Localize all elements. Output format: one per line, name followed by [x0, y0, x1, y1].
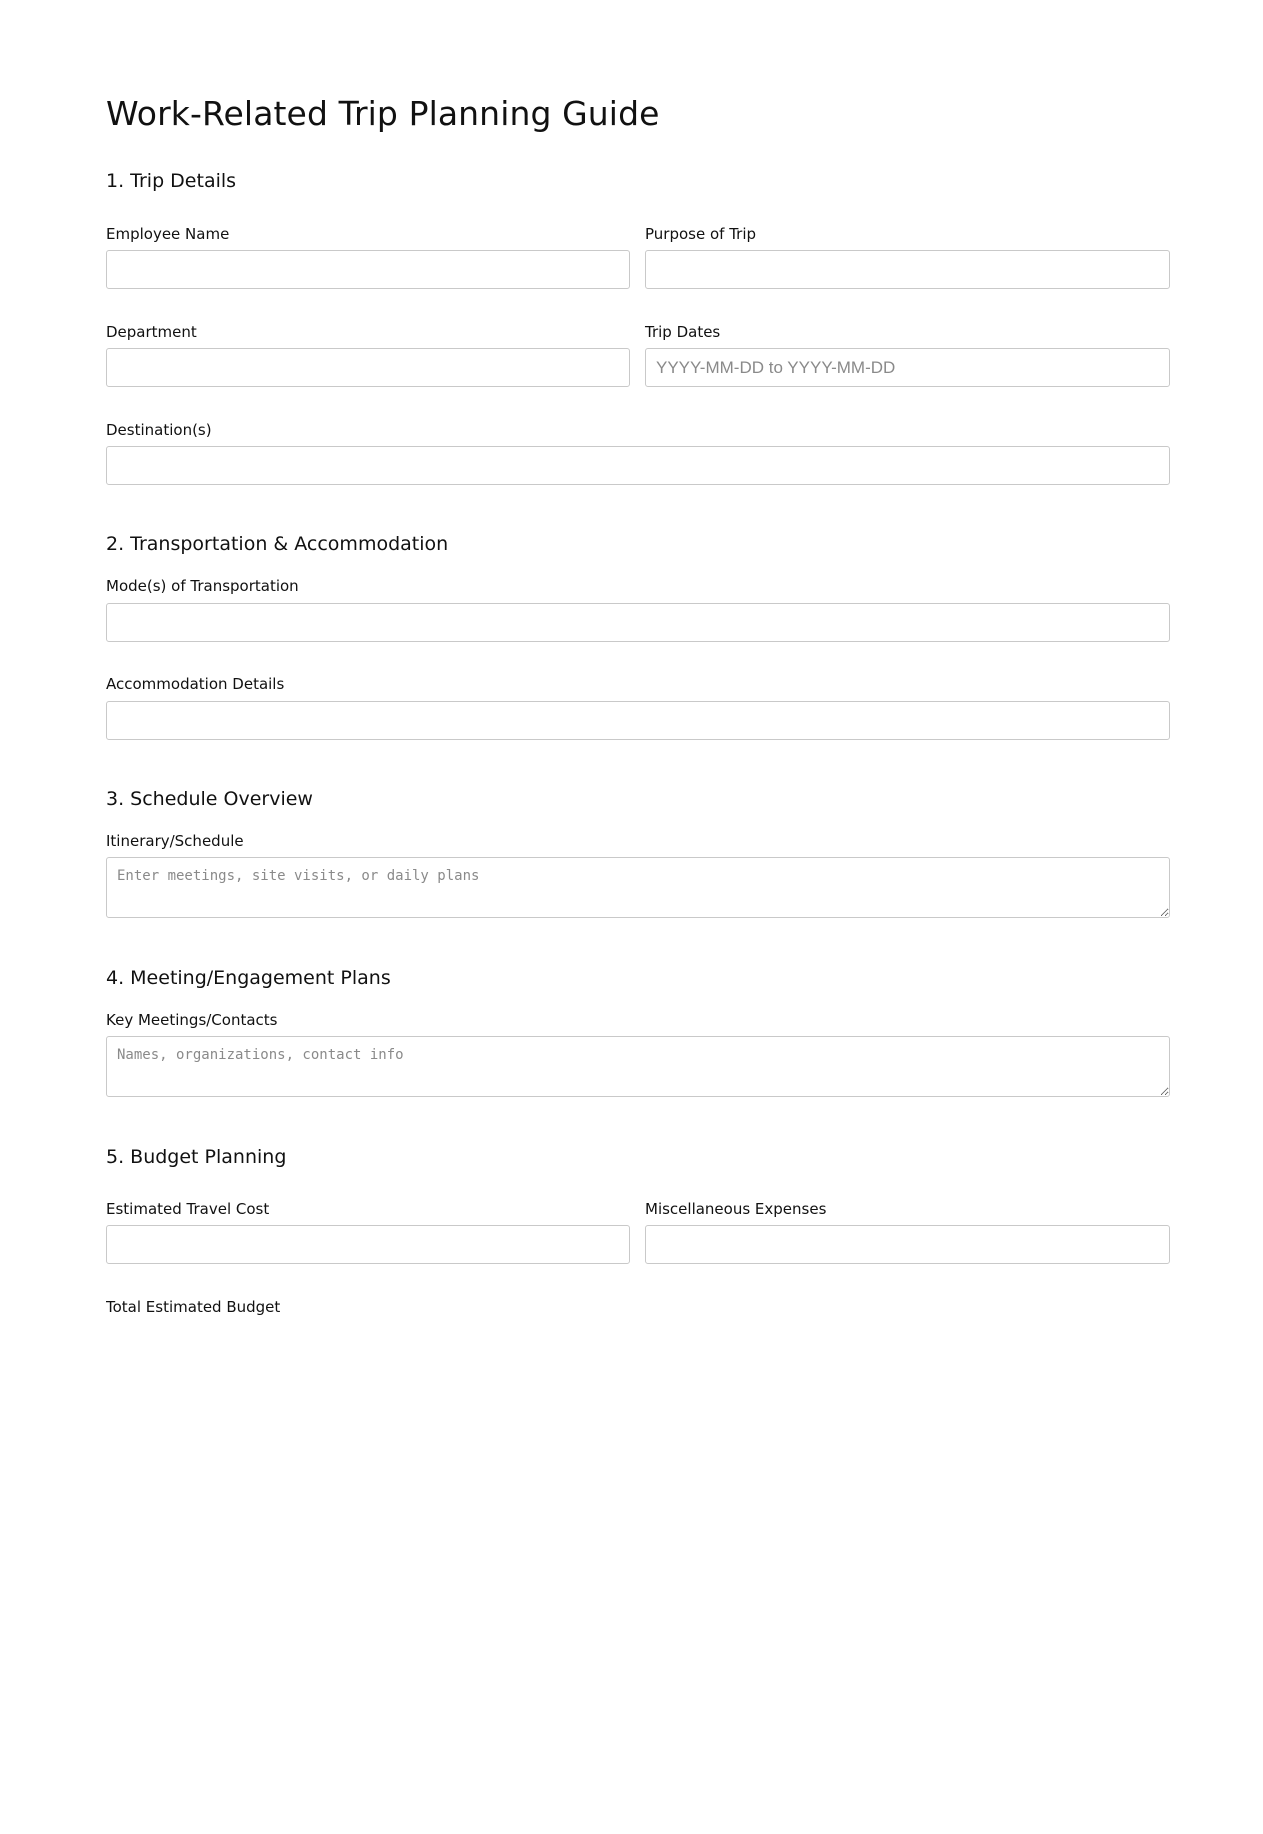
section-heading-budget: 5. Budget Planning — [106, 1146, 287, 1168]
trip-dates-input[interactable] — [645, 348, 1170, 387]
department-label: Department — [106, 323, 197, 341]
section-heading-meetings: 4. Meeting/Engagement Plans — [106, 967, 391, 989]
employee-name-input[interactable] — [106, 250, 630, 289]
transportation-modes-input[interactable] — [106, 603, 1170, 642]
transportation-modes-label: Mode(s) of Transportation — [106, 577, 299, 595]
itinerary-label: Itinerary/Schedule — [106, 832, 244, 850]
page-title: Work-Related Trip Planning Guide — [106, 94, 660, 133]
purpose-of-trip-input[interactable] — [645, 250, 1170, 289]
misc-expenses-input[interactable] — [645, 1225, 1170, 1264]
section-heading-trip-details: 1. Trip Details — [106, 170, 237, 192]
itinerary-textarea[interactable] — [106, 857, 1170, 918]
destinations-label: Destination(s) — [106, 421, 212, 439]
trip-dates-label: Trip Dates — [645, 323, 721, 341]
misc-expenses-label: Miscellaneous Expenses — [645, 1200, 827, 1218]
accommodation-label: Accommodation Details — [106, 675, 285, 693]
travel-cost-input[interactable] — [106, 1225, 630, 1264]
key-meetings-textarea[interactable] — [106, 1036, 1170, 1097]
accommodation-input[interactable] — [106, 701, 1170, 740]
key-meetings-label: Key Meetings/Contacts — [106, 1011, 278, 1029]
total-budget-label: Total Estimated Budget — [106, 1298, 281, 1315]
section-heading-transportation: 2. Transportation & Accommodation — [106, 533, 449, 555]
employee-name-label: Employee Name — [106, 225, 230, 243]
section-heading-schedule: 3. Schedule Overview — [106, 788, 313, 810]
travel-cost-label: Estimated Travel Cost — [106, 1200, 270, 1218]
destinations-input[interactable] — [106, 446, 1170, 485]
purpose-of-trip-label: Purpose of Trip — [645, 225, 757, 243]
department-input[interactable] — [106, 348, 630, 387]
